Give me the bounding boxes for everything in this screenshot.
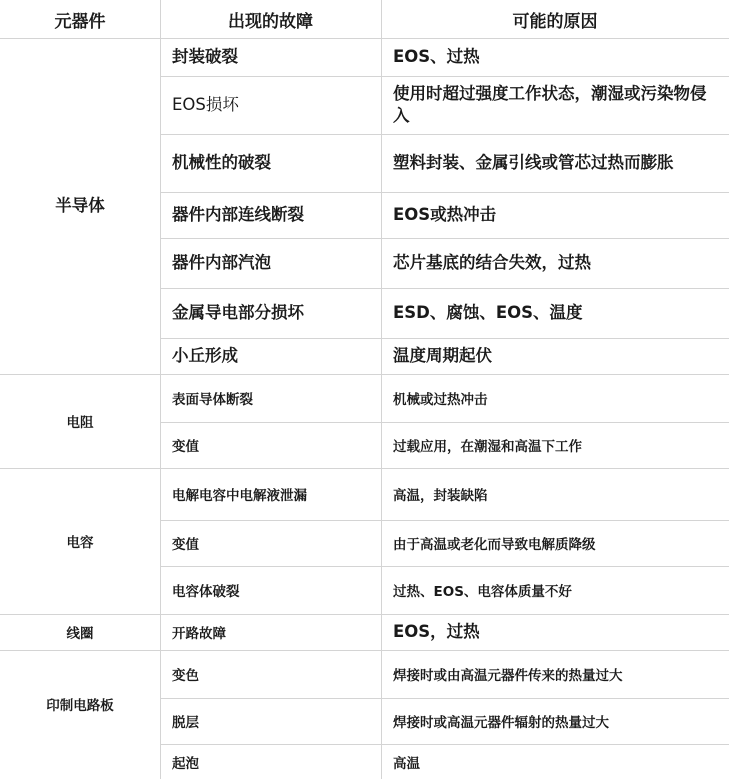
cause-cell: ESD、腐蚀、EOS、温度 xyxy=(393,303,583,322)
grid-line xyxy=(0,650,729,651)
fault-cell: 变色 xyxy=(172,668,199,684)
component-resistor: 电阻 xyxy=(66,415,94,431)
fault-cell: 金属导电部分损坏 xyxy=(172,303,304,322)
component-coil: 线圈 xyxy=(66,626,94,642)
fault-cell: 变值 xyxy=(172,439,199,455)
fault-cell: 机械性的破裂 xyxy=(172,153,271,172)
cause-cell: 塑料封装、金属引线或管芯过热而膨胀 xyxy=(393,153,674,172)
fault-cell: 器件内部汽泡 xyxy=(172,253,271,272)
grid-line xyxy=(381,0,382,779)
cause-cell: EOS，过热 xyxy=(393,622,480,641)
cause-cell: 过热、EOS、电容体质量不好 xyxy=(393,584,572,600)
cause-cell: 芯片基底的结合失效，过热 xyxy=(393,253,591,272)
cause-cell: 高温，封装缺陷 xyxy=(393,488,488,504)
cause-cell: 焊接时或由高温元器件传来的热量过大 xyxy=(393,668,623,684)
grid-line xyxy=(160,288,729,289)
grid-line xyxy=(160,76,729,77)
grid-line xyxy=(160,520,729,521)
cause-cell: 机械或过热冲击 xyxy=(393,392,488,408)
fault-cell: 起泡 xyxy=(172,755,199,772)
grid-line xyxy=(0,614,729,615)
header-fault: 出现的故障 xyxy=(228,11,313,32)
grid-line xyxy=(0,468,729,469)
cause-cell: 高温 xyxy=(393,755,420,772)
fault-cell: EOS损坏 xyxy=(172,95,239,114)
component-capacitor: 电容 xyxy=(66,535,94,551)
grid-line xyxy=(0,374,729,375)
fault-cell: 封装破裂 xyxy=(172,47,238,66)
grid-line xyxy=(0,38,729,39)
header-cause: 可能的原因 xyxy=(512,11,598,32)
grid-line xyxy=(160,566,729,567)
fault-cell: 变值 xyxy=(172,537,199,553)
fault-cell: 表面导体断裂 xyxy=(172,392,253,408)
cause-cell: 焊接时或高温元器件辐射的热量过大 xyxy=(393,715,609,731)
fault-cell: 脱层 xyxy=(172,715,199,731)
grid-line xyxy=(160,192,729,193)
cause-cell: EOS、过热 xyxy=(393,47,480,66)
component-semiconductor: 半导体 xyxy=(55,196,105,215)
component-pcb: 印制电路板 xyxy=(46,698,114,714)
grid-line xyxy=(160,338,729,339)
cause-cell: 温度周期起伏 xyxy=(393,346,492,365)
grid-line xyxy=(160,134,729,135)
cause-cell: 由于高温或老化而导致电解质降级 xyxy=(393,537,596,553)
cause-cell: 使用时超过强度工作状态，潮湿或污染物侵入 xyxy=(393,84,707,125)
grid-line xyxy=(160,422,729,423)
header-component: 元器件 xyxy=(54,11,106,32)
fault-cell: 电容体破裂 xyxy=(172,584,240,600)
grid-line xyxy=(160,744,729,745)
grid-line xyxy=(160,238,729,239)
cause-cell: 过载应用，在潮湿和高温下工作 xyxy=(393,439,582,455)
fault-cell: 电解电容中电解液泄漏 xyxy=(172,488,307,504)
fault-cell: 开路故障 xyxy=(172,626,226,642)
fault-cell: 小丘形成 xyxy=(172,346,238,365)
grid-line xyxy=(160,0,161,779)
fault-cell: 器件内部连线断裂 xyxy=(172,205,304,224)
grid-line xyxy=(160,698,729,699)
cause-cell: EOS或热冲击 xyxy=(393,205,497,224)
